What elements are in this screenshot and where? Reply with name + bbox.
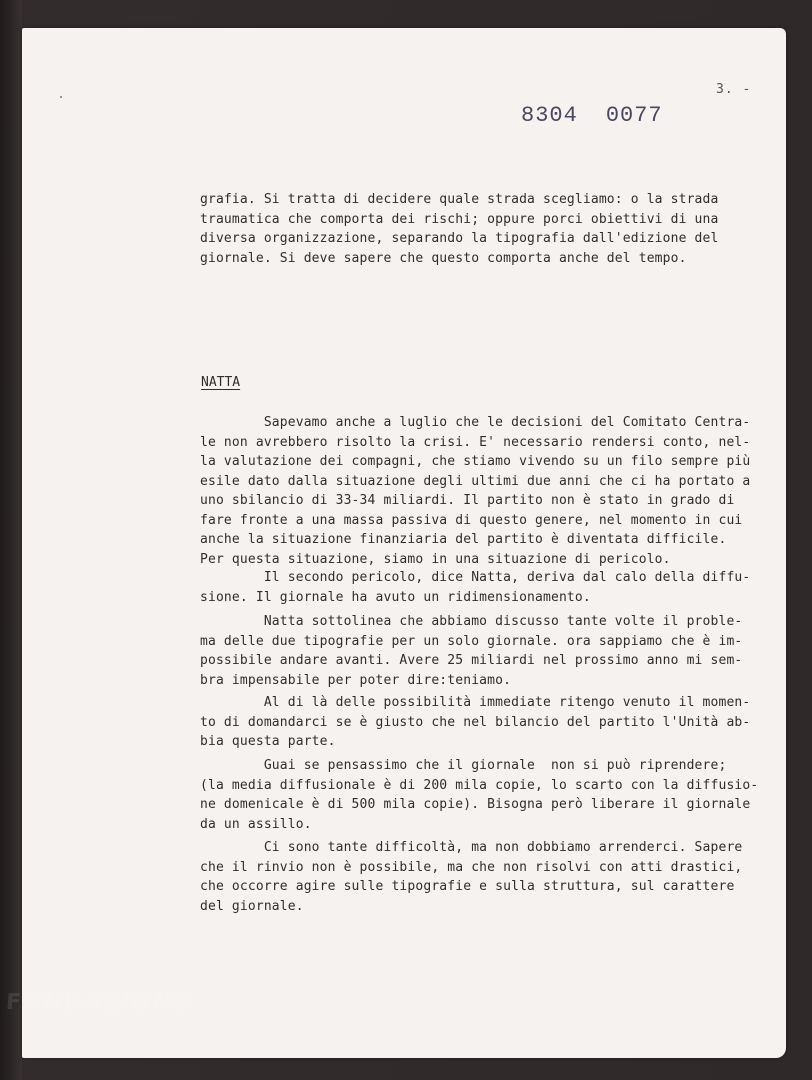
body-paragraph-4: Al di là delle possibilità immediate ritengo venuto il momen- to di domandarci se è giusto che nel bilancio del partito l'Unità ab- bia questa parte.: [200, 695, 751, 749]
speaker-heading: NATTA: [201, 375, 241, 390]
body-paragraph-2: Il secondo pericolo, dice Natta, deriva dal calo della diffu- sione. Il giornale ha avuto un ridimensionamento.: [200, 570, 751, 605]
document-code-stamp: [521, 103, 663, 128]
dust-speck: [60, 96, 62, 98]
page-number: 3. -: [716, 82, 752, 97]
intro-paragraph: grafia. Si tratta di decidere quale strada scegliamo: o la strada traumatica che comporta dei rischi; oppure porci obiettivi di una diversa organizzazione, separando la tipografia dall'edizione del giornale. Si deve sapere che questo comporta anche del tempo.: [200, 192, 719, 266]
body-paragraph-1: Sapevamo anche a luglio che le decisioni del Comitato Centra- le non avrebbero risolto la crisi. E' necessario rendersi conto, nel- la valutazione dei compagni, che stiamo vivendo su un filo sempre più esile dato dalla situazione degli ultimi due anni che ci ha portato a uno sbilancio di 33-34 miliardi. Il partito non è stato in grado di fare fronte a una massa passiva di questo genere, nel momento in cui anche la situazione finanziaria del partito è diventata difficile. Per questa situazione, siamo in una situazione di pericolo.: [200, 415, 751, 567]
body-paragraph-3: Natta sottolinea che abbiamo discusso tante volte il proble- ma delle due tipografie per un solo giornale. ora sappiamo che è im- possibile andare avanti. Avere 25 miliardi nel prossimo anno mi sem- bra impensabile per poter dire:teniamo.: [200, 614, 743, 688]
body-paragraph-5: Guai se pensassimo che il giornale non si può riprendere; (la media diffusionale è di 200 mila copie, lo scarto con la diffusio- ne domenicale è di 500 mila copie). Bisogna però liberare il giornale da un assillo.: [200, 758, 759, 832]
archive-watermark: FONDAZIONE: [5, 990, 191, 1015]
document-code-part-2: 0077: [605, 103, 663, 128]
document-code-part-1: 8304: [521, 103, 578, 128]
body-paragraph-6: Ci sono tante difficoltà, ma non dobbiamo arrenderci. Sapere che il rinvio non è possibile, ma che non risolvi con atti drastici, che occorre agire sulle tipografie e sulla struttura, sul carattere del giornale.: [200, 840, 743, 914]
binding-edge: [0, 0, 22, 1080]
